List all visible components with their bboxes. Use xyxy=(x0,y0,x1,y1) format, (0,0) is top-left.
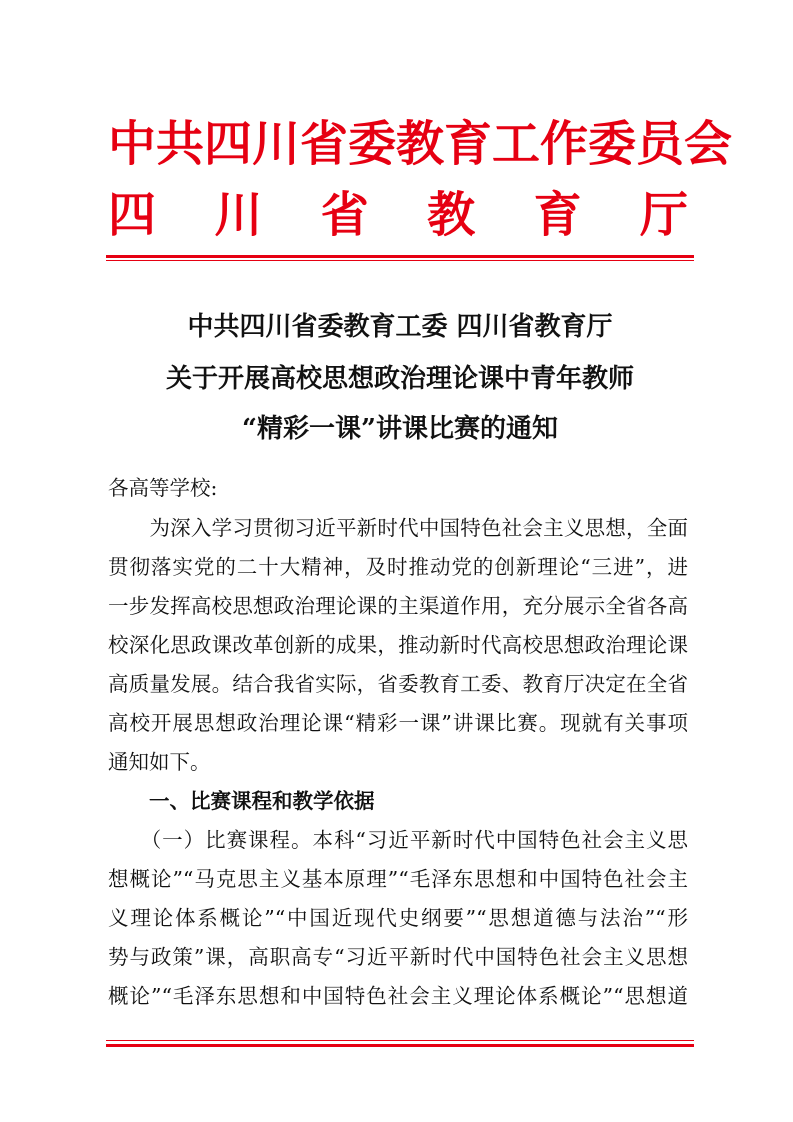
paragraph-line: 贯彻落实党的二十大精神，及时推动党的创新理论“三进”，进 xyxy=(108,555,688,579)
paragraph-line: 势与政策”课，高职高专“习近平新时代中国特色社会主义思想 xyxy=(108,945,688,969)
paragraph-line: 高质量发展。结合我省实际，省委教育工委、教育厅决定在全省 xyxy=(108,672,688,696)
footer-red-rule-thick xyxy=(106,1044,694,1047)
paragraph-line: 校深化思政课改革创新的成果，推动新时代高校思想政治理论课 xyxy=(108,633,688,657)
document-title-line3: “精彩一课”讲课比赛的通知 xyxy=(242,414,558,444)
paragraph-line: （一）比赛课程。本科“习近平新时代中国特色社会主义思 xyxy=(108,828,688,852)
paragraph-line: 想概论”“马克思主义基本原理”“毛泽东思想和中国特色社会主 xyxy=(108,867,688,891)
issuing-org-line1: 中共四川省委教育工作委员会 xyxy=(108,116,733,172)
org2-char: 省 xyxy=(320,187,369,243)
section-heading: 一、比赛课程和教学依据 xyxy=(108,789,375,813)
paragraph-line: 通知如下。 xyxy=(108,750,211,774)
org2-char: 川 xyxy=(214,187,263,243)
paragraph-line: 义理论体系概论”“中国近现代史纲要”“思想道德与法治”“形 xyxy=(108,906,688,930)
header-red-rule-thick xyxy=(106,255,694,258)
paragraph-line: 为深入学习贯彻习近平新时代中国特色社会主义思想，全面 xyxy=(108,516,688,540)
document-title-line1: 中共四川省委教育工委 四川省教育厅 xyxy=(187,312,613,342)
paragraph-line: 一步发挥高校思想政治理论课的主渠道作用，充分展示全省各高 xyxy=(108,594,688,618)
document-title-line2: 关于开展高校思想政治理论课中青年教师 xyxy=(165,364,634,394)
paragraph-line: 概论”“毛泽东思想和中国特色社会主义理论体系概论”“思想道 xyxy=(108,984,688,1008)
org2-char: 教 xyxy=(427,187,476,243)
salutation: 各高等学校: xyxy=(108,476,218,500)
org2-char: 厅 xyxy=(639,187,688,243)
org2-char: 四 xyxy=(108,187,157,243)
org2-char: 育 xyxy=(533,187,582,243)
header-red-rule-thin xyxy=(106,260,694,261)
issuing-org-line2 xyxy=(108,180,688,250)
paragraph-line: 高校开展思想政治理论课“精彩一课”讲课比赛。现就有关事项 xyxy=(108,711,688,735)
footer-red-rule-thin xyxy=(106,1040,694,1041)
